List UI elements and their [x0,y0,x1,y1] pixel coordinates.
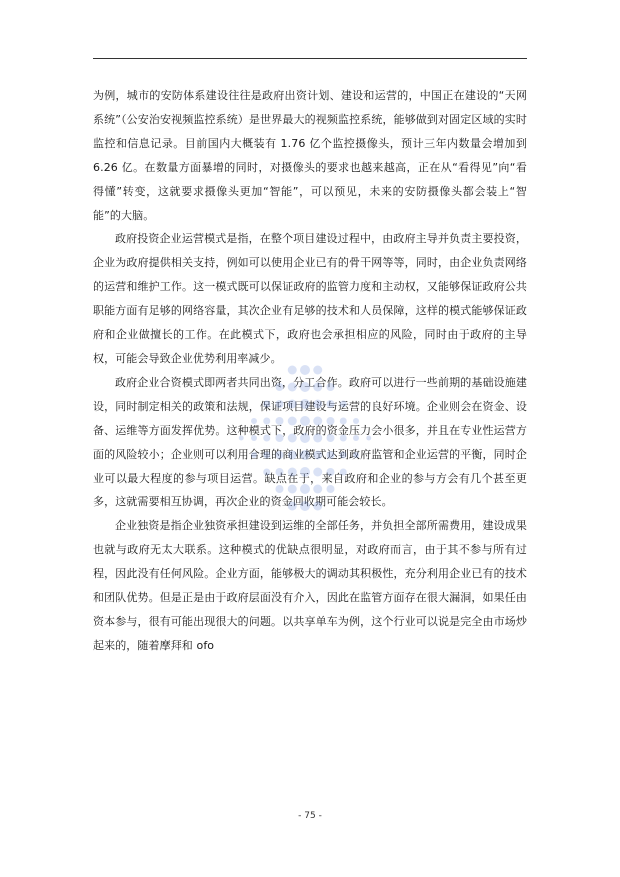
paragraph-2: 政府投资企业运营模式是指，在整个项目建设过程中，由政府主导并负责主要投资，企业为政府提供相关支持，例如可以使用企业已有的骨干网等等，同时，由企业负责网络的运营和维护工作。这一模式既可以保证政府的监管力度和主动权，又能够保证政府公共职能方面有足够的网络容量，其次企业有足够的技术和人员保障，这样的模式能够保证政府和企业做擅长的工作。在此模式下，政府也会承担相应的风险，同时由于政府的主导权，可能会导致企业优势利用率减少。 [93,232,527,365]
paragraph-4: 企业独资是指企业独资承担建设到运维的全部任务，并负担全部所需费用，建设成果也就与政府无太大联系。这种模式的优缺点很明显，对政府而言，由于其不参与所有过程，因此没有任何风险。企业方面，能够极大的调动其积极性，充分利用企业已有的技术和团队优势。但是正是由于政府层面没有介入，因此在监管方面存在很大漏洞，如果任由资本参与，很有可能出现很大的问题。以共享单车为例，这个行业可以说是完全由市场炒起来的，随着摩拜和 ofo [93,519,527,652]
body-text [93,84,527,658]
page-number: - 75 - [298,811,322,821]
paragraph-1: 为例，城市的安防体系建设往往是政府出资计划、建设和运营的，中国正在建设的“天网系统”（公安治安视频监控系统）是世界最大的视频监控系统，能够做到对固定区域的实时监控和信息记录。目前国内大概装有 1.76 亿个监控摄像头，预计三年内数量会增加到 6.26 亿。在数量方面暴增的同时，对摄像头的要求也越来越高，正在从“看得见”向“看得懂”转变，这就要求摄像头更加“智能”，可以预见，未来的安防摄像头都会装上“智能”的大脑。 [93,89,527,222]
paragraph-3: 政府企业合资模式即两者共同出资，分工合作。政府可以进行一些前期的基础设施建设，同时制定相关的政策和法规，保证项目建设与运营的良好环境。企业则会在资金、设备、运维等方面发挥优势。这种模式下，政府的资金压力会小很多，并且在专业性运营方面的风险较小；企业则可以利用合理的商业模式达到政府监管和企业运营的平衡，同时企业可以最大程度的参与项目运营。缺点在于，来自政府和企业的参与方会有几个甚至更多，这就需要相互协调，再次企业的资金回收期可能会较长。 [93,375,527,509]
header-rule [93,58,527,59]
